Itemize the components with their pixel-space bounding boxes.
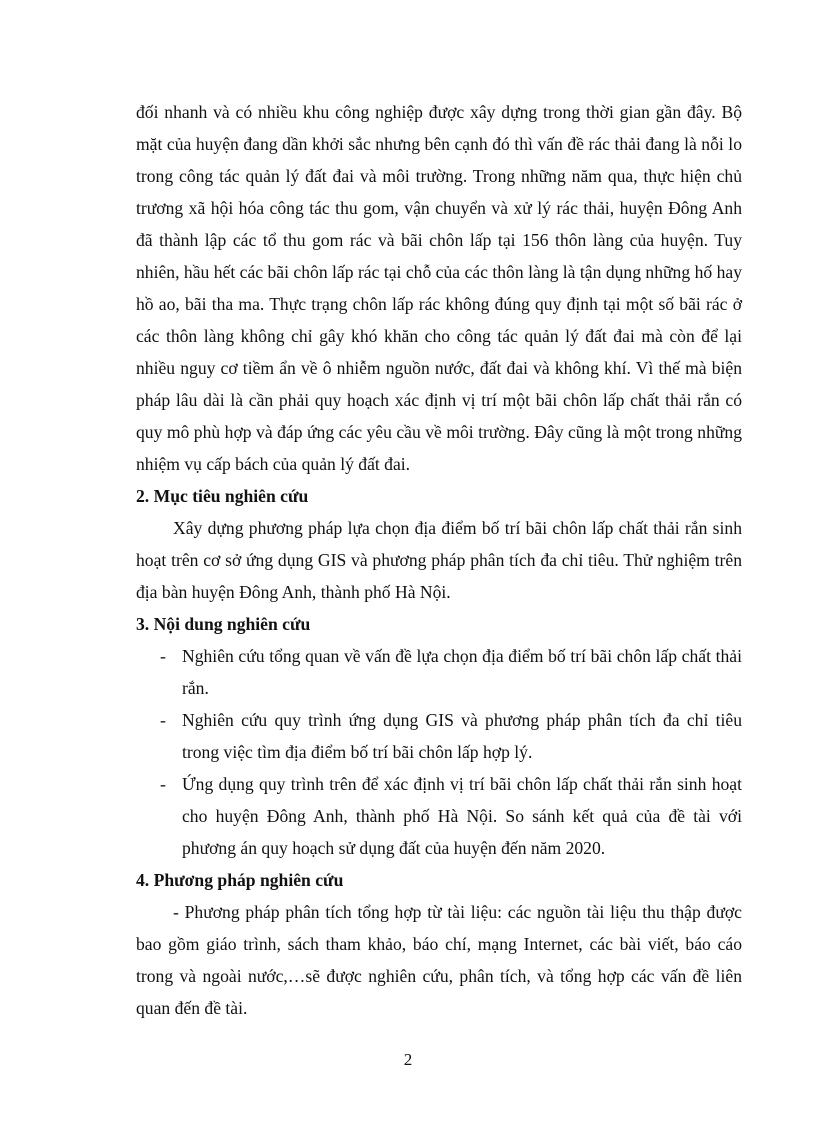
research-content-list (136, 640, 742, 864)
document-page (136, 96, 742, 1024)
list-item-text: Nghiên cứu tổng quan về vấn đề lựa chọn địa điểm bố trí bãi chôn lấp chất thải rắn. (182, 646, 742, 698)
dash-bullet: - (160, 774, 166, 794)
dash-bullet: - (160, 710, 166, 730)
dash-bullet: - (160, 646, 166, 666)
section-4-paragraph: - Phương pháp phân tích tổng hợp từ tài liệu: các nguồn tài liệu thu thập được bao gồm giáo trình, sách tham khảo, báo chí, mạng Internet, các bài viết, báo cáo trong và ngoài nước,…sẽ được nghiên cứu, phân tích, và tổng hợp các vấn đề liên quan đến đề tài. (136, 902, 742, 1018)
section-2-paragraph: Xây dựng phương pháp lựa chọn địa điểm bố trí bãi chôn lấp chất thải rắn sinh hoạt trên cơ sở ứng dụng GIS và phương pháp phân tích đa chỉ tiêu. Thử nghiệm trên địa bàn huyện Đông Anh, thành phố Hà Nội. (136, 518, 742, 602)
list-item-text: Nghiên cứu quy trình ứng dụng GIS và phương pháp phân tích đa chỉ tiêu trong việc tìm địa điểm bố trí bãi chôn lấp hợp lý. (182, 710, 742, 762)
list-item (136, 704, 742, 768)
page-number: 2 (403, 1050, 413, 1069)
section-4-heading: 4. Phương pháp nghiên cứu (136, 870, 344, 890)
section-2-heading: 2. Mục tiêu nghiên cứu (136, 486, 309, 506)
section-3-heading: 3. Nội dung nghiên cứu (136, 614, 311, 634)
list-item-text: Ứng dụng quy trình trên để xác định vị trí bãi chôn lấp chất thải rắn sinh hoạt cho huyện Đông Anh, thành phố Hà Nội. So sánh kết quả của đề tài với phương án quy hoạch sử dụng đất của huyện đến năm 2020. (182, 774, 742, 858)
intro-paragraph: đối nhanh và có nhiều khu công nghiệp được xây dựng trong thời gian gần đây. Bộ mặt của huyện đang dần khởi sắc nhưng bên cạnh đó thì vấn đề rác thải đang là nỗi lo trong công tác quản lý đất đai và môi trường. Trong những năm qua, thực hiện chủ trương xã hội hóa công tác thu gom, vận chuyển và xử lý rác thải, huyện Đông Anh đã thành lập các tổ thu gom rác và bãi chôn lấp tại 156 thôn làng của huyện. Tuy nhiên, hầu hết các bãi chôn lấp rác tại chỗ của các thôn làng là tận dụng những hố hay hồ ao, bãi tha ma. Thực trạng chôn lấp rác không đúng quy định tại một số bãi rác ở các thôn làng không chỉ gây khó khăn cho công tác quản lý đất đai mà còn để lại nhiều nguy cơ tiềm ẩn về ô nhiễm nguồn nước, đất đai và không khí. Vì thế mà biện pháp lâu dài là cần phải quy hoạch xác định vị trí một bãi chôn lấp chất thải rắn có quy mô phù hợp và đáp ứng các yêu cầu về môi trường. Đây cũng là một trong những nhiệm vụ cấp bách của quản lý đất đai. (136, 102, 742, 474)
list-item (136, 640, 742, 704)
list-item (136, 768, 742, 864)
